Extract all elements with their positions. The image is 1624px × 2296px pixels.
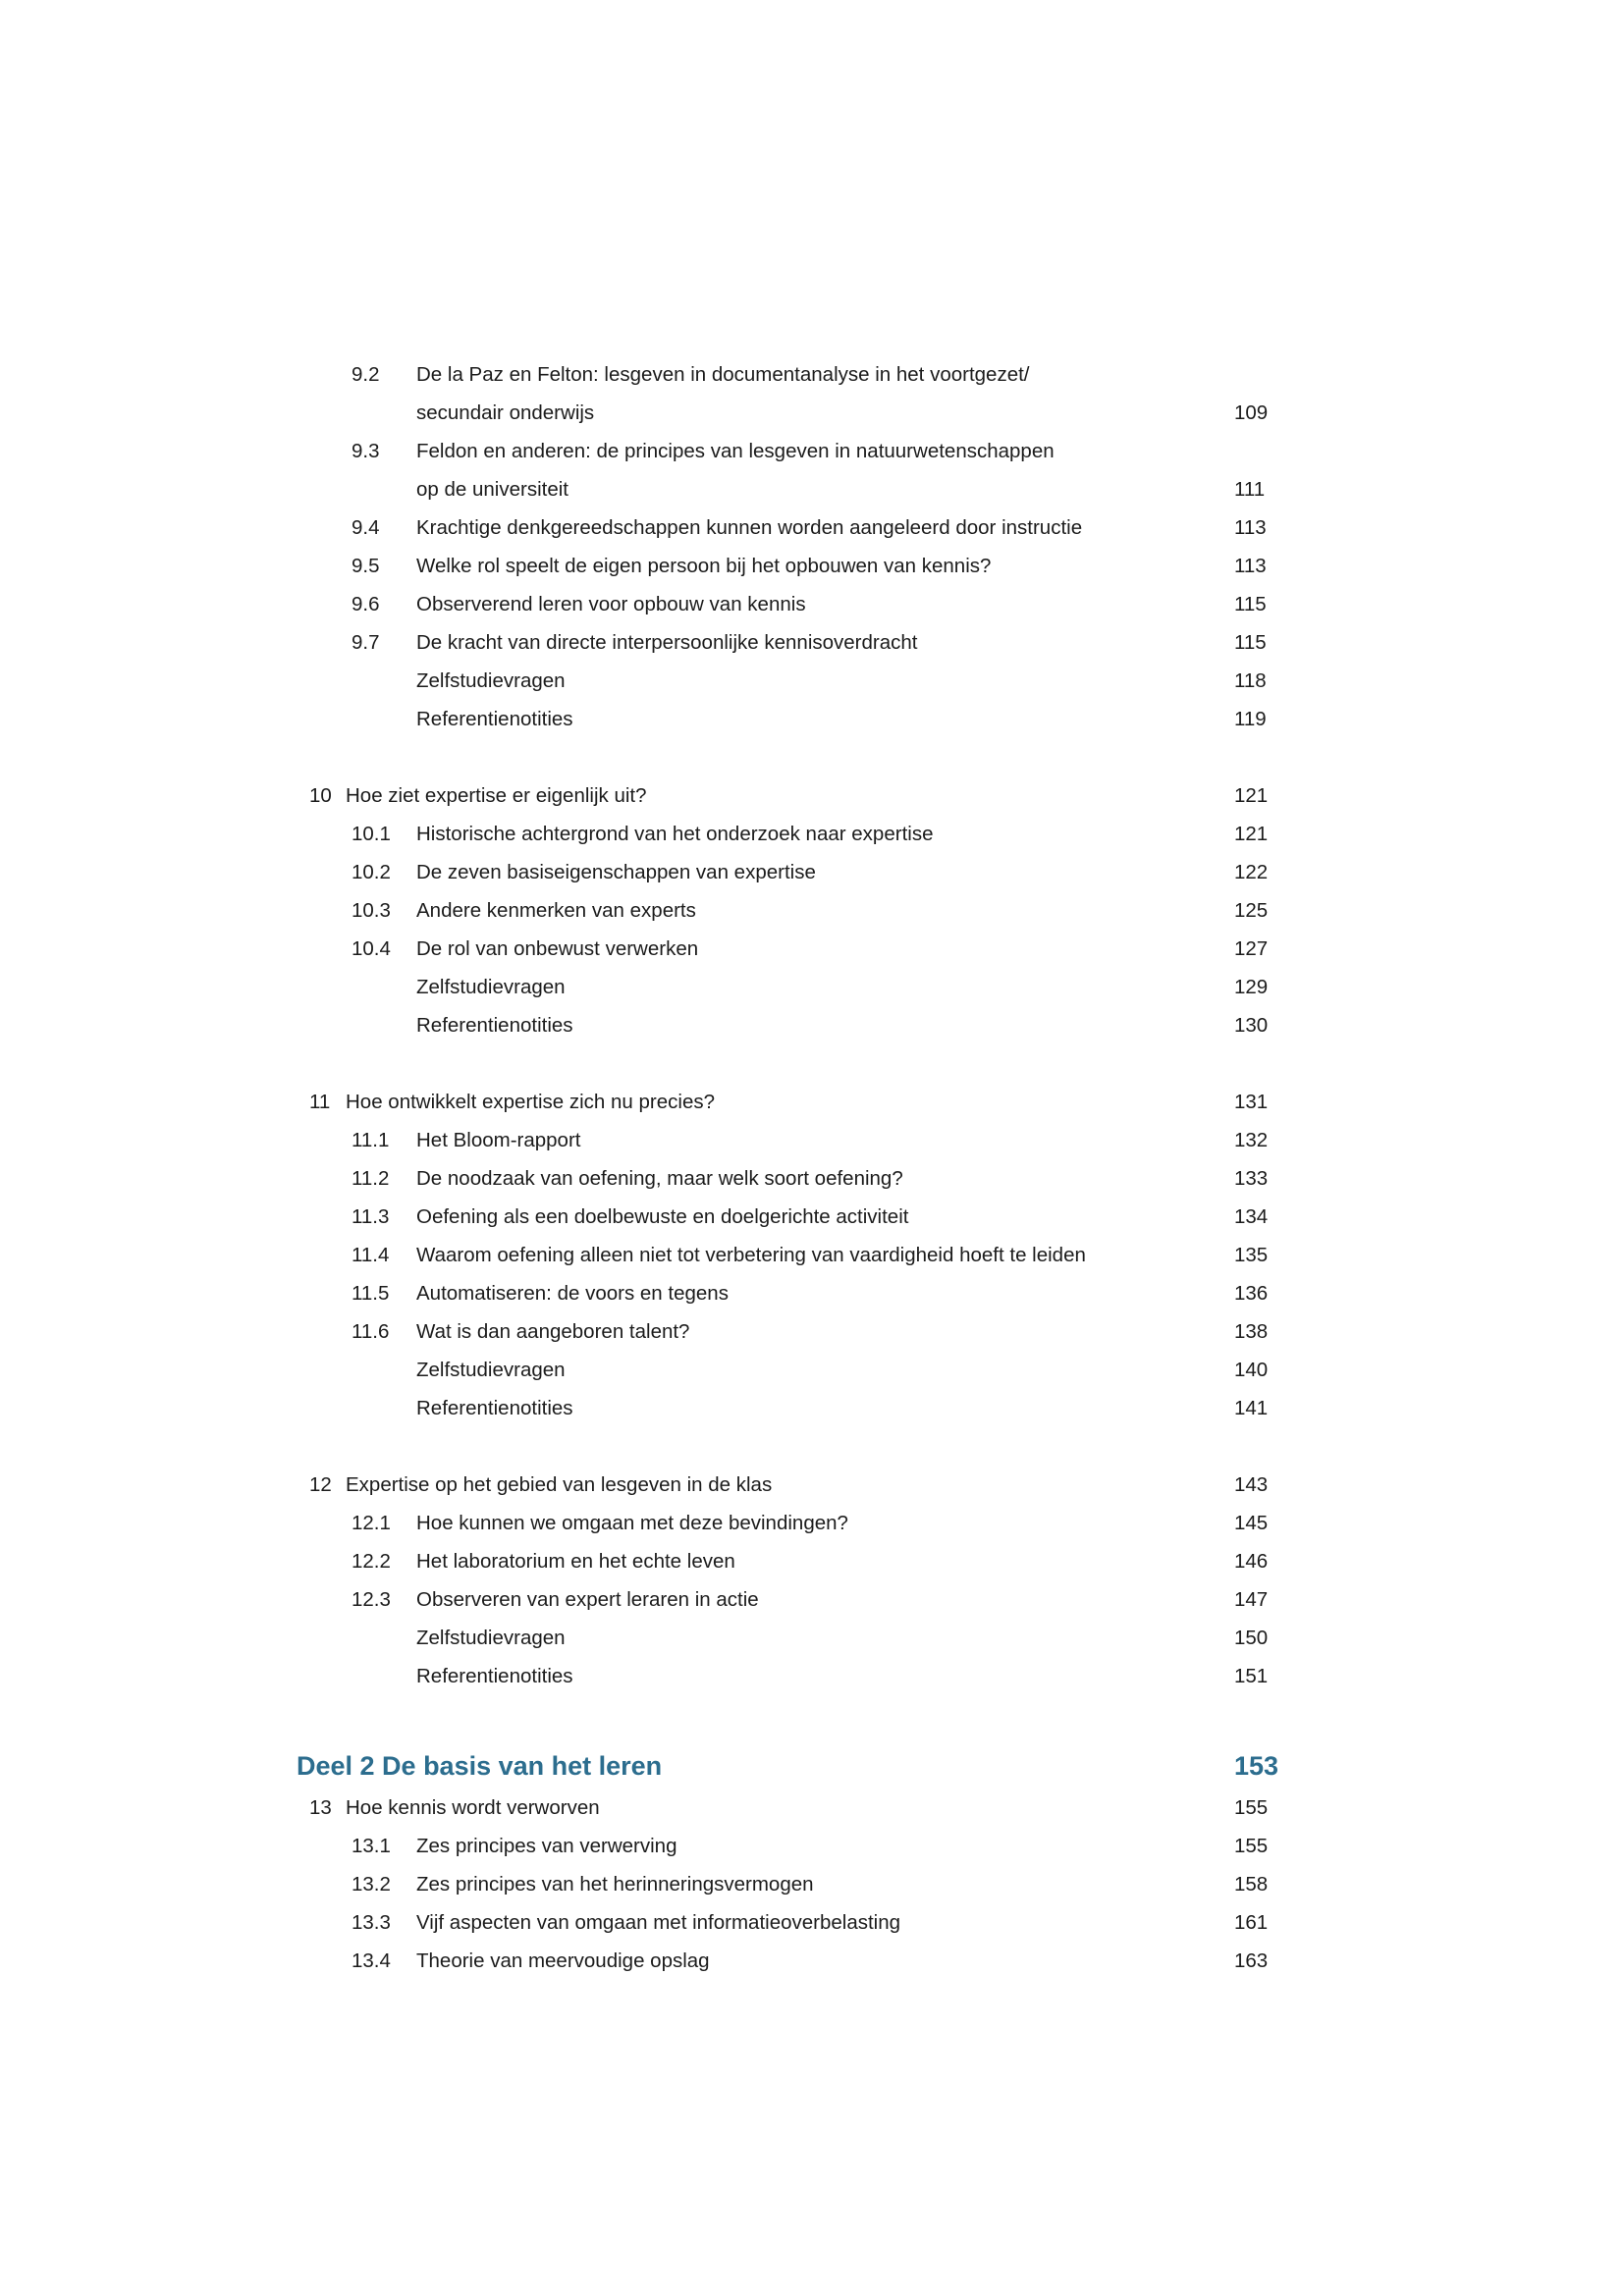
toc-entry[interactable] bbox=[297, 1542, 1337, 1580]
toc-entry[interactable] bbox=[297, 1827, 1337, 1865]
toc-entry-page: 158 bbox=[1234, 1873, 1269, 1896]
toc-entry-page: 155 bbox=[1234, 1835, 1269, 1857]
toc-entry-title: De la Paz en Felton: lesgeven in documentanalyse in het voortgezet/ bbox=[416, 363, 1030, 386]
toc-entry-number: 11.6 bbox=[352, 1320, 390, 1343]
toc-entry[interactable] bbox=[297, 1504, 1337, 1542]
toc-entry-title: Zelfstudievragen bbox=[416, 669, 566, 692]
toc-entry-title: Oefening als een doelbewuste en doelgerichte activiteit bbox=[416, 1205, 909, 1228]
toc-entry-number: 10.1 bbox=[352, 823, 391, 845]
toc-entry[interactable] bbox=[297, 700, 1337, 738]
toc-entry-title: Zelfstudievragen bbox=[416, 1359, 566, 1381]
toc-group-chapter-12 bbox=[297, 1466, 1337, 1695]
toc-entry-page: 147 bbox=[1234, 1588, 1269, 1611]
toc-entry-number: 13.1 bbox=[352, 1835, 391, 1857]
toc-entry-number: 9.3 bbox=[352, 440, 380, 462]
toc-entry-title: Hoe kennis wordt verworven bbox=[346, 1796, 600, 1819]
toc-part-title: Deel 2 De basis van het leren bbox=[297, 1751, 663, 1781]
toc-entry-title: Theorie van meervoudige opslag bbox=[416, 1949, 710, 1972]
toc-entry-number: 13.2 bbox=[352, 1873, 391, 1896]
toc-entry-chapter[interactable] bbox=[297, 1466, 1337, 1504]
toc-entry[interactable] bbox=[297, 1619, 1337, 1657]
toc-entry[interactable] bbox=[297, 662, 1337, 700]
toc-entry[interactable] bbox=[297, 1580, 1337, 1619]
toc-entry-page: 125 bbox=[1234, 899, 1269, 922]
toc-entry-number: 12.2 bbox=[352, 1550, 391, 1573]
toc-entry-page: 115 bbox=[1234, 593, 1267, 615]
toc-part-page: 153 bbox=[1234, 1751, 1279, 1781]
toc-part-heading[interactable] bbox=[297, 1744, 1337, 1789]
toc-entry-number: 13.4 bbox=[352, 1949, 391, 1972]
toc-entry-title: Krachtige denkgereedschappen kunnen worden aangeleerd door instructie bbox=[416, 516, 1083, 539]
toc-entry[interactable] bbox=[297, 1865, 1337, 1903]
toc-entry-page: 151 bbox=[1234, 1665, 1269, 1687]
toc-entry[interactable] bbox=[297, 1236, 1337, 1274]
toc-entry-page: 130 bbox=[1234, 1014, 1269, 1037]
toc-entry-title: Waarom oefening alleen niet tot verbetering van vaardigheid hoeft te leiden bbox=[416, 1244, 1086, 1266]
table-of-contents bbox=[297, 355, 1337, 1980]
toc-entry-page: 131 bbox=[1234, 1091, 1269, 1113]
toc-entry-number: 9.6 bbox=[352, 593, 380, 615]
toc-entry[interactable] bbox=[297, 930, 1337, 968]
toc-entry-number: 12.3 bbox=[352, 1588, 391, 1611]
toc-entry-number: 12.1 bbox=[352, 1512, 391, 1534]
toc-entry-page: 143 bbox=[1234, 1473, 1269, 1496]
toc-group-chapter-10 bbox=[297, 776, 1337, 1044]
toc-entry-title: Referentienotities bbox=[416, 1014, 573, 1037]
toc-entry-number: 11 bbox=[309, 1091, 331, 1113]
toc-entry-page: 163 bbox=[1234, 1949, 1269, 1972]
toc-entry-page: 146 bbox=[1234, 1550, 1269, 1573]
toc-entry-title: Observerend leren voor opbouw van kennis bbox=[416, 593, 806, 615]
toc-entry[interactable] bbox=[297, 815, 1337, 853]
toc-entry-title: Hoe ontwikkelt expertise zich nu precies? bbox=[346, 1091, 716, 1113]
toc-group-spacer bbox=[297, 1044, 1337, 1083]
toc-entry-title: Historische achtergrond van het onderzoek naar expertise bbox=[416, 823, 934, 845]
toc-entry[interactable] bbox=[297, 1312, 1337, 1351]
toc-entry-title: De noodzaak van oefening, maar welk soort oefening? bbox=[416, 1167, 903, 1190]
toc-entry[interactable] bbox=[297, 355, 1337, 394]
toc-entry-page: 141 bbox=[1234, 1397, 1269, 1419]
toc-group-spacer bbox=[297, 738, 1337, 776]
toc-entry-title: Andere kenmerken van experts bbox=[416, 899, 696, 922]
toc-entry-title: Hoe kunnen we omgaan met deze bevindingen? bbox=[416, 1512, 848, 1534]
toc-entry-page: 122 bbox=[1234, 861, 1269, 883]
toc-entry-title: De zeven basiseigenschappen van expertise bbox=[416, 861, 816, 883]
toc-entry-page: 121 bbox=[1234, 823, 1269, 845]
toc-entry-page: 150 bbox=[1234, 1627, 1269, 1649]
toc-entry-number: 10.4 bbox=[352, 937, 391, 960]
toc-entry-title: Zes principes van het herinneringsvermogen bbox=[416, 1873, 814, 1896]
toc-entry-page: 132 bbox=[1234, 1129, 1269, 1151]
toc-entry[interactable] bbox=[297, 394, 1337, 432]
toc-entry-title: De rol van onbewust verwerken bbox=[416, 937, 699, 960]
toc-entry-chapter[interactable] bbox=[297, 776, 1337, 815]
toc-entry[interactable] bbox=[297, 1274, 1337, 1312]
toc-entry-title: Zelfstudievragen bbox=[416, 1627, 566, 1649]
toc-entry[interactable] bbox=[297, 1389, 1337, 1427]
toc-entry[interactable] bbox=[297, 585, 1337, 623]
toc-entry[interactable] bbox=[297, 853, 1337, 891]
toc-group-spacer bbox=[297, 1427, 1337, 1466]
toc-entry-number: 9.2 bbox=[352, 363, 380, 386]
toc-entry-number: 13 bbox=[309, 1796, 332, 1819]
toc-entry-page: 127 bbox=[1234, 937, 1269, 960]
toc-entry[interactable] bbox=[297, 470, 1337, 508]
toc-entry-chapter[interactable] bbox=[297, 1789, 1337, 1827]
toc-entry-number: 11.1 bbox=[352, 1129, 390, 1151]
toc-entry[interactable] bbox=[297, 1657, 1337, 1695]
toc-entry-title: Zes principes van verwerving bbox=[416, 1835, 677, 1857]
toc-entry-number: 9.7 bbox=[352, 631, 380, 654]
toc-entry-number: 9.4 bbox=[352, 516, 380, 539]
toc-entry-page: 133 bbox=[1234, 1167, 1269, 1190]
toc-entry-page: 134 bbox=[1234, 1205, 1269, 1228]
toc-entry-page: 136 bbox=[1234, 1282, 1269, 1305]
toc-entry-page: 155 bbox=[1234, 1796, 1269, 1819]
toc-group-chapter-11 bbox=[297, 1083, 1337, 1427]
toc-entry-number: 11.3 bbox=[352, 1205, 390, 1228]
toc-entry-title: Referentienotities bbox=[416, 1665, 573, 1687]
toc-entry-number: 10.3 bbox=[352, 899, 391, 922]
toc-entry-page: 135 bbox=[1234, 1244, 1269, 1266]
toc-entry-page: 121 bbox=[1234, 784, 1269, 807]
toc-entry-page: 109 bbox=[1234, 401, 1269, 424]
toc-entry-page: 118 bbox=[1234, 669, 1267, 692]
toc-entry-page: 138 bbox=[1234, 1320, 1269, 1343]
toc-entry[interactable] bbox=[297, 1942, 1337, 1980]
toc-entry[interactable] bbox=[297, 1121, 1337, 1159]
toc-entry[interactable] bbox=[297, 623, 1337, 662]
toc-group-spacer bbox=[297, 1695, 1337, 1734]
toc-entry-page: 119 bbox=[1234, 708, 1267, 730]
toc-entry-number: 10.2 bbox=[352, 861, 391, 883]
toc-entry-page: 145 bbox=[1234, 1512, 1269, 1534]
toc-entry[interactable] bbox=[297, 1006, 1337, 1044]
toc-entry[interactable] bbox=[297, 1198, 1337, 1236]
toc-entry-title: Hoe ziet expertise er eigenlijk uit? bbox=[346, 784, 647, 807]
toc-entry-title: Wat is dan aangeboren talent? bbox=[416, 1320, 690, 1343]
toc-entry-number: 10 bbox=[309, 784, 332, 807]
toc-group-chapter-13 bbox=[297, 1789, 1337, 1980]
toc-entry-number: 13.3 bbox=[352, 1911, 391, 1934]
toc-entry-number: 11.5 bbox=[352, 1282, 390, 1305]
toc-entry-title: Observeren van expert leraren in actie bbox=[416, 1588, 759, 1611]
toc-entry-page: 111 bbox=[1234, 478, 1266, 501]
toc-entry-chapter[interactable] bbox=[297, 1083, 1337, 1121]
toc-entry[interactable] bbox=[297, 547, 1337, 585]
toc-entry-title: Automatiseren: de voors en tegens bbox=[416, 1282, 729, 1305]
toc-entry-number: 9.5 bbox=[352, 555, 380, 577]
toc-entry-page: 115 bbox=[1234, 631, 1267, 654]
toc-entry-page: 161 bbox=[1234, 1911, 1269, 1934]
toc-entry-page: 129 bbox=[1234, 976, 1269, 998]
toc-entry[interactable] bbox=[297, 891, 1337, 930]
toc-entry-page: 113 bbox=[1234, 555, 1267, 577]
toc-entry-title: op de universiteit bbox=[416, 478, 568, 501]
toc-entry-title: Het Bloom-rapport bbox=[416, 1129, 581, 1151]
toc-entry[interactable] bbox=[297, 1159, 1337, 1198]
toc-entry-title: De kracht van directe interpersoonlijke kennisoverdracht bbox=[416, 631, 918, 654]
toc-entry[interactable] bbox=[297, 432, 1337, 470]
toc-entry-title: Referentienotities bbox=[416, 1397, 573, 1419]
toc-entry-title: Feldon en anderen: de principes van lesgeven in natuurwetenschappen bbox=[416, 440, 1055, 462]
toc-entry-page: 140 bbox=[1234, 1359, 1269, 1381]
toc-group-chapter-9 bbox=[297, 355, 1337, 738]
toc-entry-title: Zelfstudievragen bbox=[416, 976, 566, 998]
toc-entry-number: 11.2 bbox=[352, 1167, 390, 1190]
toc-entry[interactable] bbox=[297, 508, 1337, 547]
toc-entry-title: secundair onderwijs bbox=[416, 401, 595, 424]
toc-entry-number: 12 bbox=[309, 1473, 332, 1496]
toc-entry-title: Het laboratorium en het echte leven bbox=[416, 1550, 735, 1573]
toc-entry[interactable] bbox=[297, 1351, 1337, 1389]
toc-entry-title: Vijf aspecten van omgaan met informatieoverbelasting bbox=[416, 1911, 901, 1934]
toc-entry-title: Expertise op het gebied van lesgeven in de klas bbox=[346, 1473, 773, 1496]
toc-entry-page: 113 bbox=[1234, 516, 1267, 539]
toc-entry-number: 11.4 bbox=[352, 1244, 390, 1266]
toc-entry[interactable] bbox=[297, 1903, 1337, 1942]
toc-entry-title: Welke rol speelt de eigen persoon bij het opbouwen van kennis? bbox=[416, 555, 992, 577]
toc-entry-title: Referentienotities bbox=[416, 708, 573, 730]
toc-entry[interactable] bbox=[297, 968, 1337, 1006]
